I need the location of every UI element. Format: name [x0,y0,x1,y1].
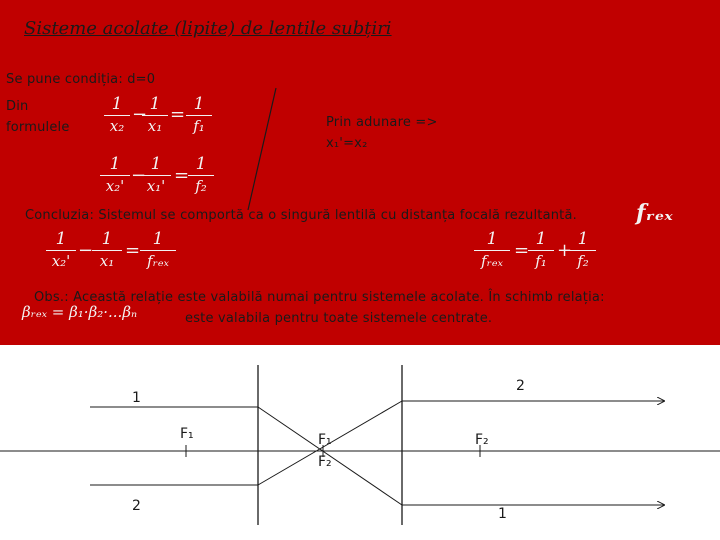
frez-symbol: fᵣₑₓ [636,200,673,226]
ray-label-1-left: 1 [132,390,141,406]
conclusion-text: Concluzia: Sistemul se comportă ca o singură lentilă cu distanța focală rezultantă. [25,208,577,223]
ray-label-1-right: 1 [498,506,507,522]
ray-label-2-left: 2 [132,498,141,514]
ray-label-2-right: 2 [516,378,525,394]
focus-label-f2: F₂ [475,432,489,448]
obs-line-1: Obs.: Această relație este valabilă numai pentru sistemele acolate. În schimb relația: [34,290,605,305]
din-text: Din [6,99,29,114]
slide: Sisteme acolate (lipite) de lentile subțiri Se pune condiția: d=0 Din formulele 1 x₂ − 1 x₁ = 1 f₁ 1 x₂' − 1 x₁' = 1 f₂ Prin adunare => x₁'=x₂ Concluzia: Sistemul se comportă ca o singură lentilă cu distanța focală rezultantă. fᵣₑₓ 1 x₂' − 1 x₁ = 1 fᵣₑₓ 1 fᵣₑₓ = 1 f₁ + 1 f₂ Obs.: Această relație este valabilă numai pentru sistemele acolate. În schimb relația: βᵣₑₓ = β₁·β₂·...βₙ este valabila pentru toate sistemele centrate. 1 2 2 1 F₁ F₁ F₂ F₂ [0,0,720,540]
ray-diagram [0,345,720,540]
focus-label-f2-center: F₂ [318,454,332,470]
power-formula: βᵣₑₓ = β₁·β₂·...βₙ [22,303,138,321]
separator-line [240,85,290,215]
condition-text: Se pune condiția: d=0 [6,72,156,87]
formulele-text: formulele [6,120,70,135]
focus-label-f1-center: F₁ [318,432,332,448]
slide-title: Sisteme acolate (lipite) de lentile subțiri [24,18,392,39]
prin-adunare-text: Prin adunare => [326,115,438,130]
focus-label-f1: F₁ [180,426,194,442]
result-text: x₁'=x₂ [326,136,368,151]
obs-line-2: este valabila pentru toate sistemele centrate. [185,311,493,326]
